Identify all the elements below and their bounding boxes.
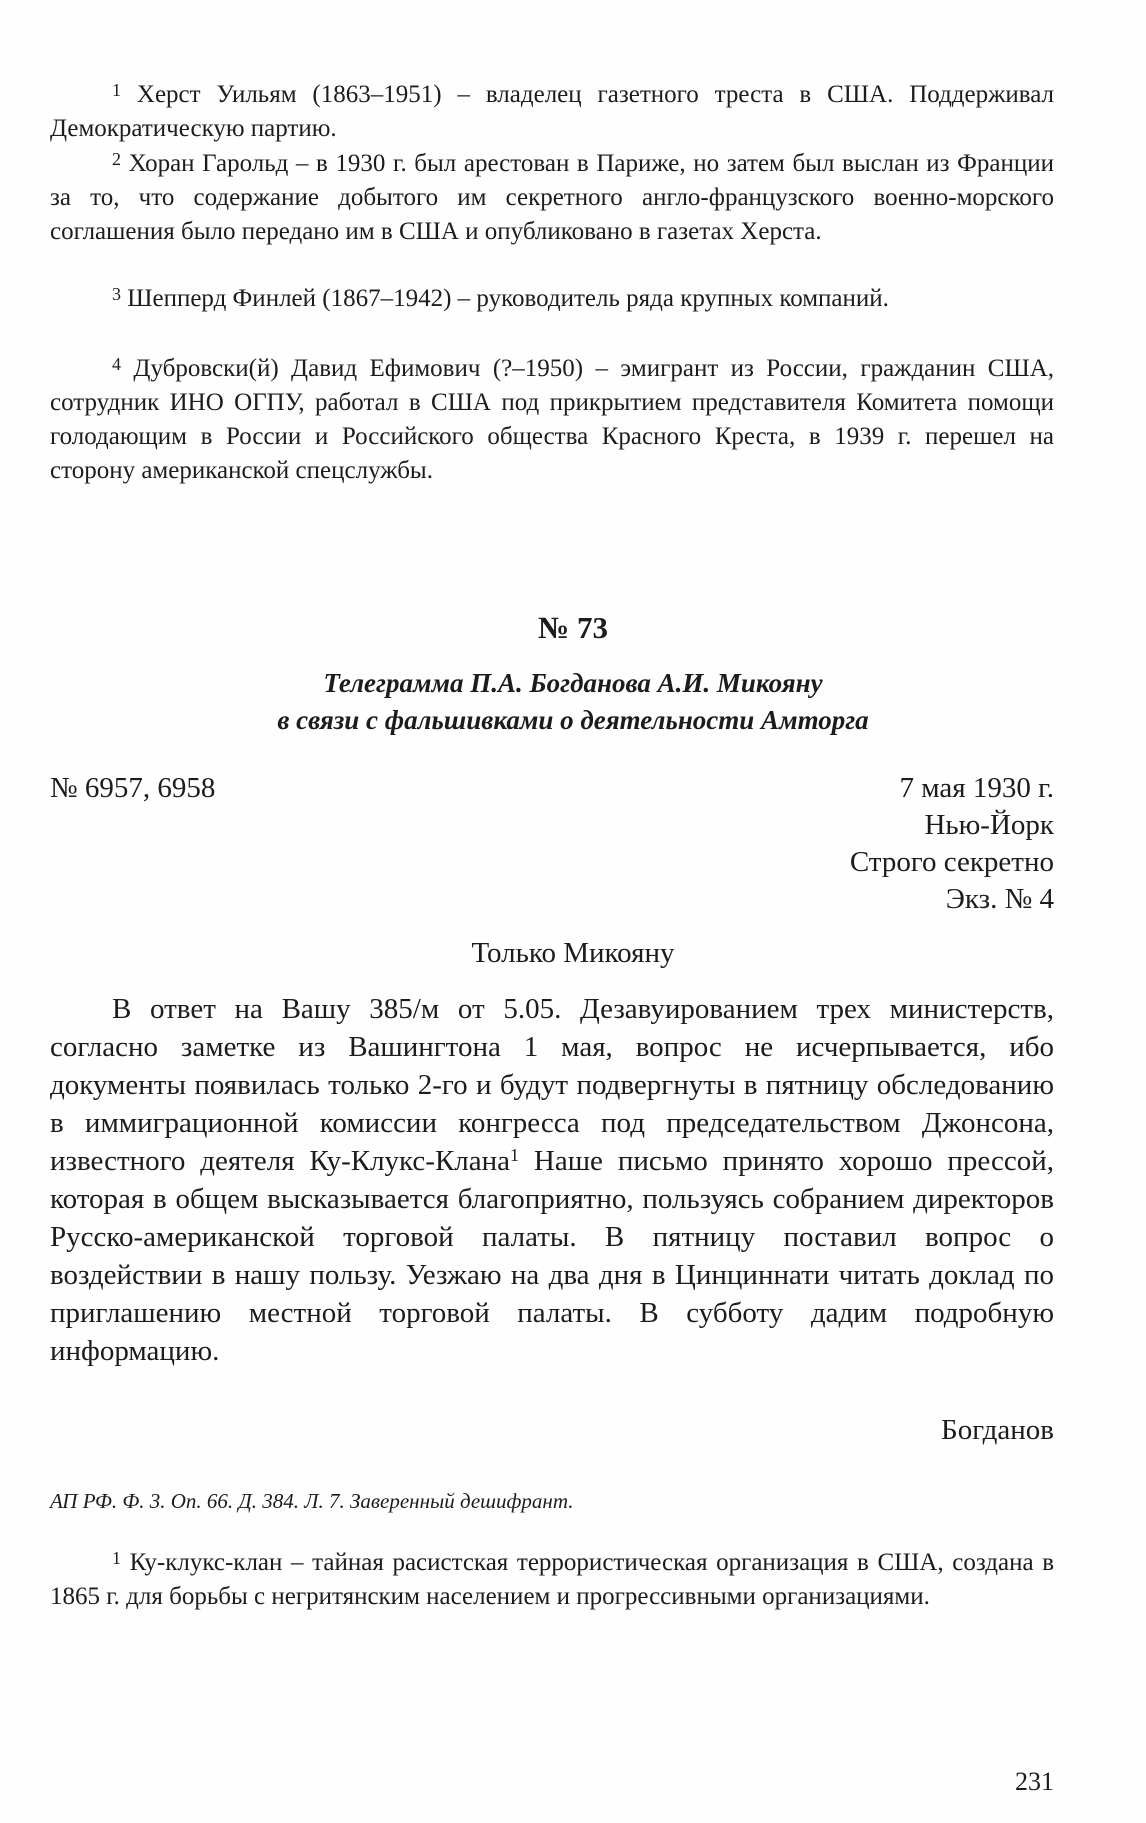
footnote-marker: 3 <box>112 284 121 304</box>
footnote-bottom <box>50 1546 1054 1614</box>
footnote-marker: 4 <box>112 354 121 374</box>
footnote-marker: 1 <box>112 80 121 100</box>
footnote-3 <box>50 282 1054 316</box>
registration-numbers: № 6957, 6958 <box>50 772 216 804</box>
footnote-text: Шепперд Финлей (1867–1942) – руководитель ряда крупных компаний. <box>127 285 889 312</box>
document-place: Нью-Йорк <box>924 809 1054 841</box>
page-number: 231 <box>1015 1767 1054 1796</box>
signature: Богданов <box>941 1414 1054 1446</box>
footnote-marker: 2 <box>112 149 121 169</box>
copy-number: Экз. № 4 <box>945 883 1054 915</box>
footnote-text: Ку-клукс-клан – тайная расистская террористическая организация в США, создана в 1865 г. для борьбы с негритянским населением и прогрессивными организациями. <box>50 1549 1055 1610</box>
footnote-reference: 1 <box>510 1145 520 1165</box>
title-line-2: в связи с фальшивками о деятельности Амторга <box>277 705 869 735</box>
footnote-marker: 1 <box>112 1548 121 1568</box>
document-number: № 73 <box>538 610 608 645</box>
document-title <box>90 665 1056 739</box>
body-text-part-1: В ответ на Вашу 385/м от 5.05. Дезавуированием трех министерств, согласно заметке из Вашингтона 1 мая, вопрос не исчерпывается, ибо документы появилась только 2-го и будут подвергнуты в пятницу обследованию в иммиграционной комиссии конгресса под председательством Джонсона, известного деятеля Ку-Клукс-Клана <box>50 993 1054 1177</box>
footnote-text: Хоран Гарольд – в 1930 г. был арестован в Париже, но затем был выслан из Франции за то, что содержание добытого им секретного англо-французского военно-морского соглашения было передано им в США и опубликовано в газетах Херста. <box>50 150 1054 245</box>
addressee: Только Микояну <box>471 937 675 969</box>
footnote-4 <box>50 352 1054 488</box>
archive-reference: АП РФ. Ф. 3. Оп. 66. Д. 384. Л. 7. Заверенный дешифрант. <box>50 1489 574 1513</box>
body-text-part-2: Наше письмо принято хорошо прессой, которая в общем высказывается благоприятно, пользуясь собранием директоров Русско-американской торговой палаты. В пятницу поставил вопрос о воздействии в нашу пользу. Уезжаю на два дня в Цинциннати читать доклад по приглашению местной торговой палаты. В субботу дадим подробную информацию. <box>50 1145 1054 1367</box>
footnote-text: Херст Уильям (1863–1951) – владелец газетного треста в США. Поддерживал Демократическую партию. <box>50 81 1054 142</box>
footnote-2 <box>50 147 1054 249</box>
footnote-text: Дубровски(й) Давид Ефимович (?–1950) – эмигрант из России, гражданин США, сотрудник ИНО ОГПУ, работал в США под прикрытием представителя Комитета помощи голодающим в России и Российского общества Красного Креста, в 1939 г. перешел на сторону американской спецслужбы. <box>50 355 1054 484</box>
telegram-body <box>50 990 1054 1370</box>
title-line-1: Телеграмма П.А. Богданова А.И. Микояну <box>323 668 823 698</box>
footnote-1 <box>50 78 1054 146</box>
secrecy-stamp: Строго секретно <box>849 846 1054 878</box>
document-date: 7 мая 1930 г. <box>899 772 1054 804</box>
